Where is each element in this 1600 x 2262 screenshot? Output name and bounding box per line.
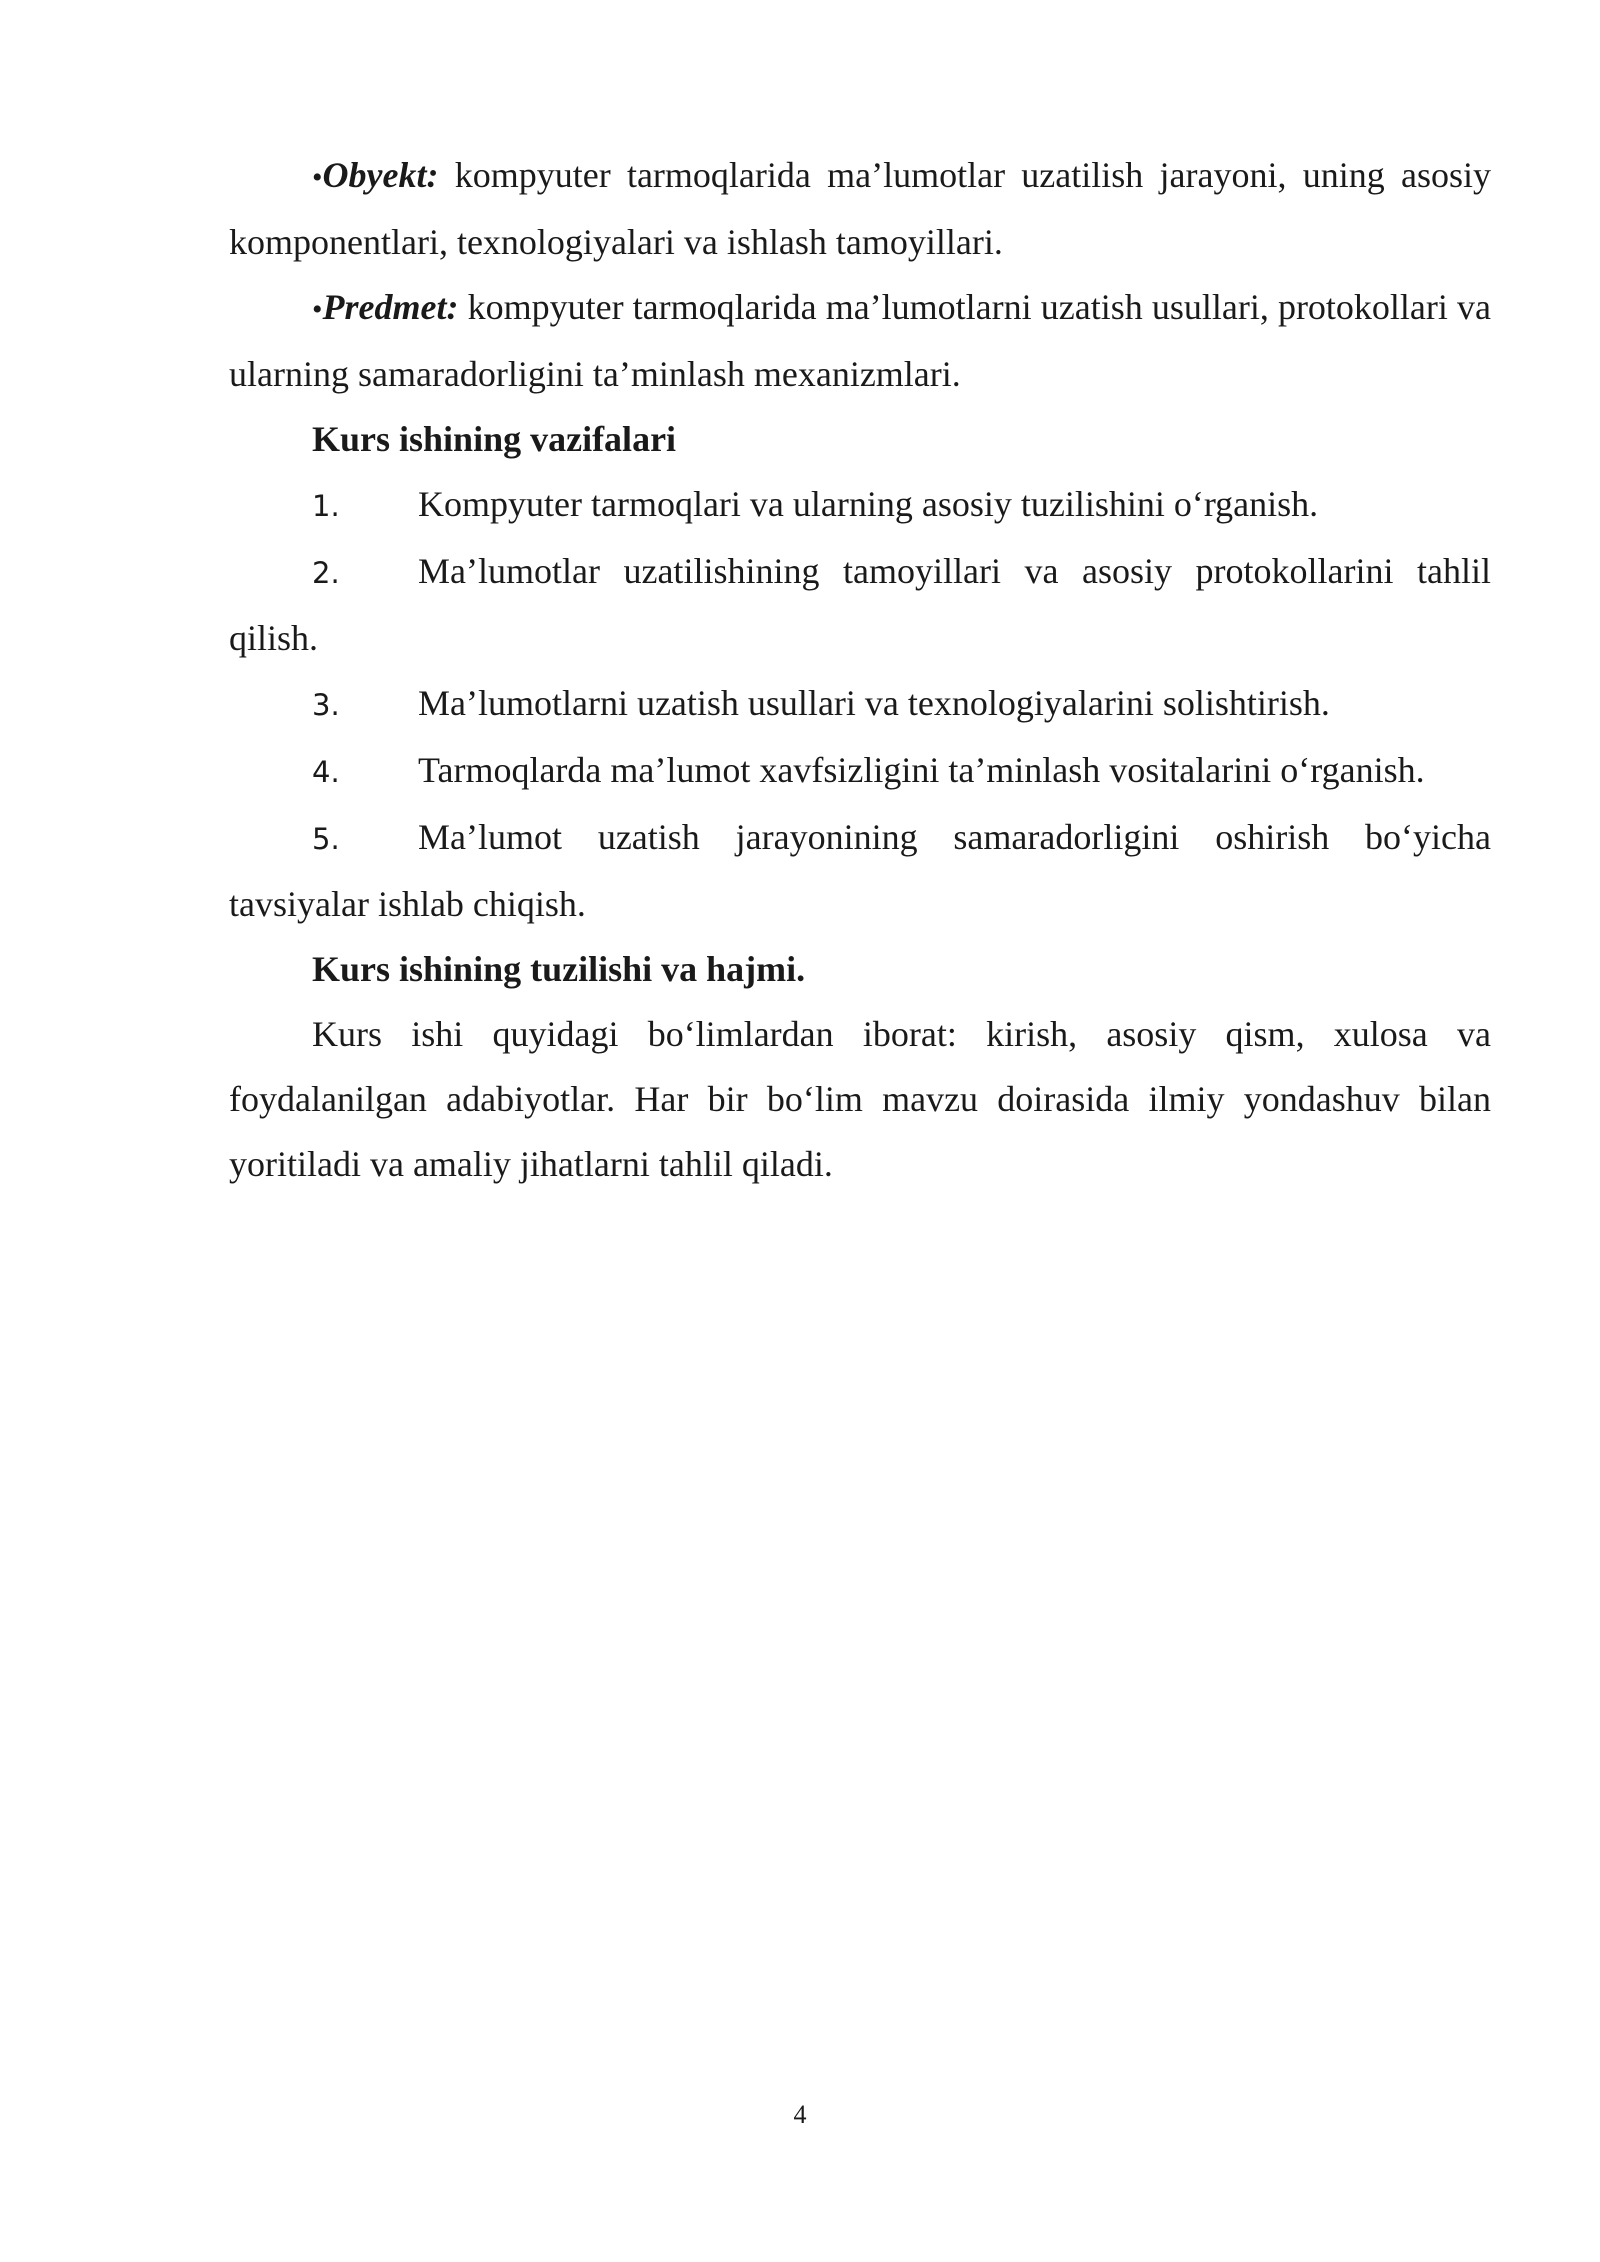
page-number: 4 xyxy=(793,2100,807,2129)
tasks-heading: Kurs ishining vazifalari xyxy=(312,419,677,459)
obyekt-paragraph xyxy=(229,143,1491,275)
task-text: Ma’lumotlar uzatilishining tamoyillari va asosiy protokollarini tahlil qilish. xyxy=(229,551,1491,658)
task-text: Ma’lumot uzatish jarayonining samaradorligini oshirish bo‘yicha tavsiyalar ishlab chiqish. xyxy=(229,817,1491,924)
obyekt-term: Obyekt: xyxy=(322,155,439,195)
task-item xyxy=(229,472,1491,539)
predmet-term: Predmet: xyxy=(322,287,459,327)
task-text: Ma’lumotlarni uzatish usullari va texnologiyalarini solishtirish. xyxy=(418,683,1330,723)
structure-heading: Kurs ishining tuzilishi va hajmi. xyxy=(312,949,806,989)
task-number: 2. xyxy=(312,556,340,590)
page-content xyxy=(229,143,1491,1197)
task-item xyxy=(229,671,1491,738)
bullet-icon: • xyxy=(312,293,323,326)
obyekt-text: kompyuter tarmoqlarida ma’lumotlar uzatilish jarayoni, uning asosiy komponentlari, texnologiyalari va ishlash tamoyillari. xyxy=(229,155,1491,262)
bullet-icon: • xyxy=(312,161,323,194)
task-number: 4. xyxy=(312,755,340,789)
task-number: 5. xyxy=(312,822,340,856)
task-text: Tarmoqlarda ma’lumot xavfsizligini ta’minlash vositalarini o‘rganish. xyxy=(418,750,1425,790)
task-item xyxy=(229,738,1491,805)
predmet-paragraph xyxy=(229,275,1491,407)
predmet-text: kompyuter tarmoqlarida ma’lumotlarni uzatish usullari, protokollari va ularning samaradorligini ta’minlash mexanizmlari. xyxy=(229,287,1491,394)
task-item xyxy=(229,539,1491,671)
structure-paragraph: Kurs ishi quyidagi bo‘limlardan iborat: kirish, asosiy qism, xulosa va foydalanilgan adabiyotlar. Har bir bo‘lim mavzu doirasida ilmiy yondashuv bilan yoritiladi va amaliy jihatlarni tahlil qiladi. xyxy=(229,1014,1491,1184)
task-number: 1. xyxy=(312,489,340,523)
task-item xyxy=(229,805,1491,937)
task-text: Kompyuter tarmoqlari va ularning asosiy tuzilishini o‘rganish. xyxy=(418,484,1319,524)
task-number: 3. xyxy=(312,688,340,722)
